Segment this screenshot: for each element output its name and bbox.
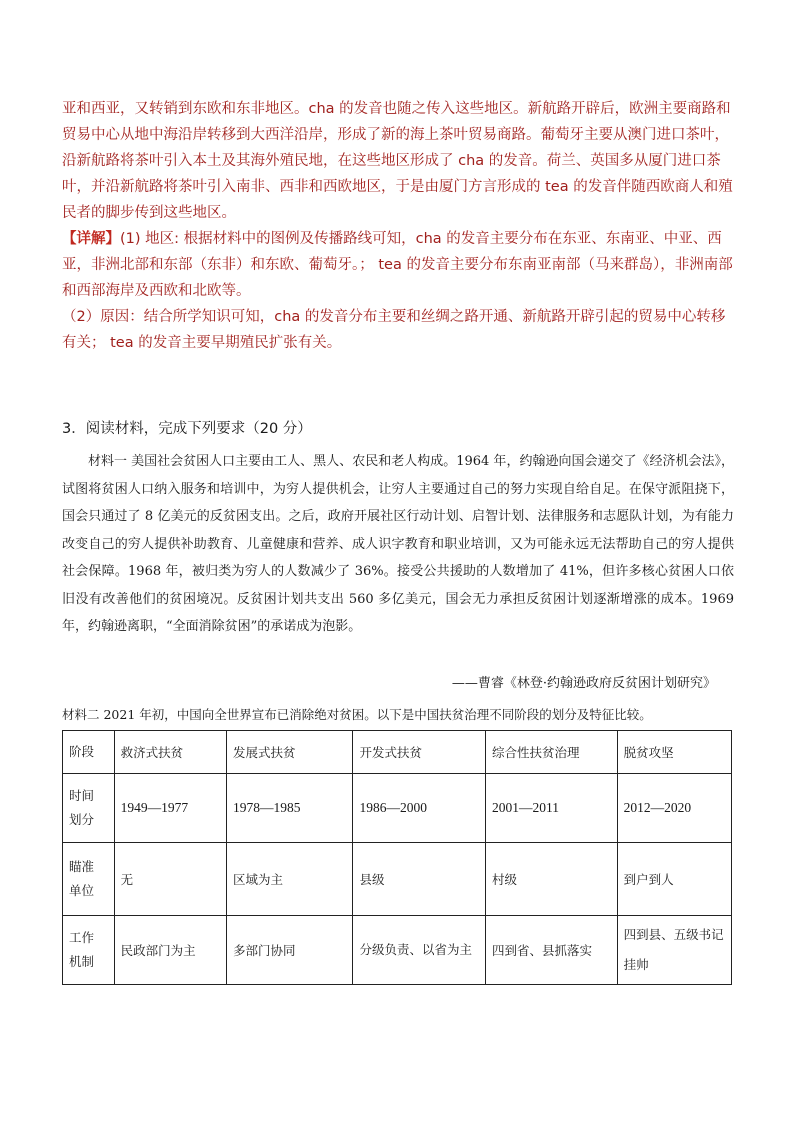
table-cell: 区域为主	[226, 843, 353, 916]
row-label: 瞄准 单位	[63, 843, 115, 916]
table-header-cell: 救济式扶贫	[114, 731, 226, 774]
table-cell: 分级负责、以省为主	[353, 916, 486, 985]
table-header-cell: 阶段	[63, 731, 115, 774]
table-row	[63, 774, 732, 843]
material-one: 材料一 美国社会贫困人口主要由工人、黑人、农民和老人构成。1964 年，约翰逊向国会递交了《经济机会法》，试图将贫困人口纳入服务和培训中，为穷人提供机会，让穷人主要通过自己的努力实现自给自足。在保守派阻挠下，国会只通过了 8 亿美元的反贫困支出。之后，政府开展社区行动计划、启智计划、法律服务和志愿队计划，为有能力改变自己的穷人提供补助教育、儿童健康和营养、成人识字教育和职业培训，又为可能永远无法帮助自己的穷人提供社会保障。1968 年，被归类为穷人的人数减少了 36%。接受公共援助的人数增加了 41%，但许多核心贫困人口依旧没有改善他们的贫困境况。反贫困计划共支出 560 多亿美元，国会无力承担反贫困计划逐渐增涨的成本。1969 年，约翰逊离职，“全面消除贫困”的承诺成为泡影。	[62, 454, 734, 634]
table-cell: 2001—2011	[486, 774, 618, 843]
row-label: 工作 机制	[63, 916, 115, 985]
answer-section	[62, 96, 734, 356]
table-cell: 四到县、五级书记挂帅	[617, 916, 731, 985]
table-row	[63, 916, 732, 985]
table-cell: 民政部门为主	[114, 916, 226, 985]
table-header-row	[63, 731, 732, 774]
table-header-cell: 发展式扶贫	[226, 731, 353, 774]
poverty-stages-table	[62, 730, 732, 985]
material-two: 材料二 2021 年初，中国向全世界宣布已消除绝对贫困。以下是中国扶贫治理不同阶段的划分及特征比较。	[62, 707, 652, 722]
table-header-cell: 综合性扶贫治理	[486, 731, 618, 774]
table-cell: 到户到人	[617, 843, 731, 916]
detail-text-1: (1) 地区: 根据材料中的图例及传播路线可知，cha 的发音主要分布在东亚、东南亚、中亚、西亚，非洲北部和东部（东非）和东欧、葡萄牙。； tea 的发音主要分布东南亚南部（马来群岛），非洲南部和西部海岸及西欧和北欧等。	[62, 231, 733, 299]
detail-paragraph-2: （2）原因：结合所学知识可知，cha 的发音分布主要和丝绸之路开通、新航路开辟引起的贸易中心转移有关； tea 的发音主要早期殖民扩张有关。	[62, 309, 726, 351]
table-cell: 1986—2000	[353, 774, 486, 843]
detail-paragraph-1	[62, 226, 734, 304]
table-cell: 1949—1977	[114, 774, 226, 843]
table-cell: 多部门协同	[226, 916, 353, 985]
table-cell: 1978—1985	[226, 774, 353, 843]
table-cell: 村级	[486, 843, 618, 916]
material-source: ——曹睿《林登·约翰逊政府反贫困计划研究》	[451, 676, 716, 691]
table-header-cell: 开发式扶贫	[353, 731, 486, 774]
table-cell: 四到省、县抓落实	[486, 916, 618, 985]
table-cell: 2012—2020	[617, 774, 731, 843]
answer-paragraph: 亚和西亚，又转销到东欧和东非地区。cha 的发音也随之传入这些地区。新航路开辟后，欧洲主要商路和贸易中心从地中海沿岸转移到大西洋沿岸，形成了新的海上茶叶贸易商路。葡萄牙主要从澳门进口茶叶，沿新航路将茶叶引入本土及其海外殖民地，在这些地区形成了 cha 的发音。荷兰、英国多从厦门进口茶叶，并沿新航路将茶叶引入南非、西非和西欧地区，于是由厦门方言形成的 tea 的发音伴随西欧商人和殖民者的脚步传到这些地区。	[62, 101, 733, 221]
row-label: 时间 划分	[63, 774, 115, 843]
detail-tag: 【详解】	[62, 231, 120, 247]
table-row	[63, 843, 732, 916]
table-header-cell: 脱贫攻坚	[617, 731, 731, 774]
table-cell: 无	[114, 843, 226, 916]
table-cell: 县级	[353, 843, 486, 916]
question-title: 3．阅读材料，完成下列要求（20 分）	[62, 421, 312, 437]
